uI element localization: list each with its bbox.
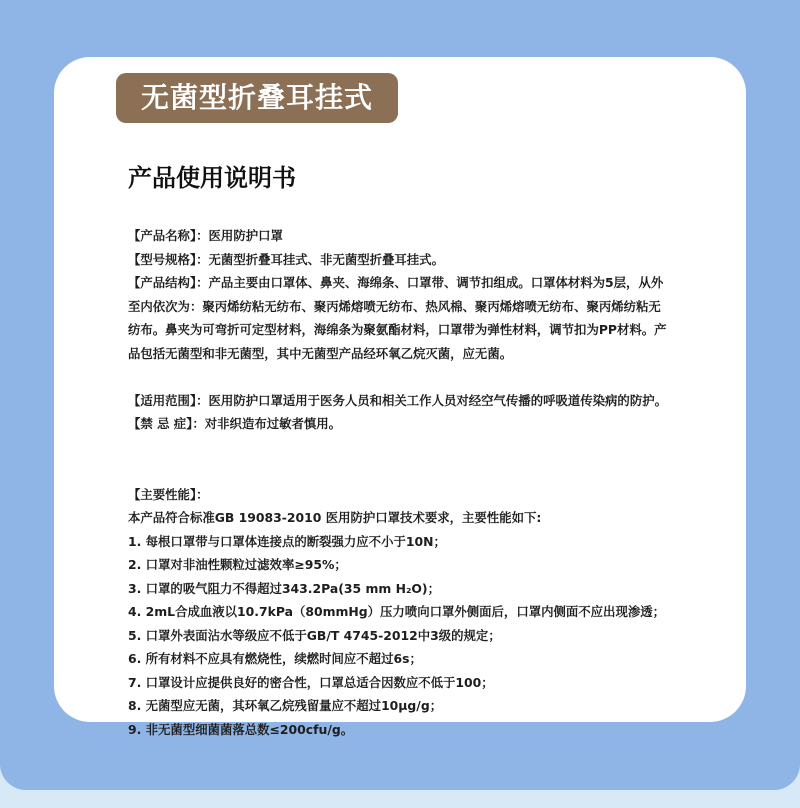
structure-line-1 xyxy=(128,271,713,295)
structure-label: 【产品结构】： xyxy=(128,275,209,290)
instruction-body xyxy=(128,224,713,741)
performance-item: 8. 无菌型应无菌，其环氧乙烷残留量应不超过10μg/g； xyxy=(128,698,443,713)
contraindication-value: 对非织造布过敏者慎用。 xyxy=(204,416,342,431)
spacer xyxy=(128,459,713,483)
product-name-line xyxy=(128,224,713,248)
performance-item: 6. 所有材料不应具有燃烧性，续燃时间应不超过6s； xyxy=(128,651,422,666)
performance-label: 【主要性能】： xyxy=(128,486,209,502)
product-name-label: 【产品名称】： xyxy=(128,228,209,243)
spacer xyxy=(128,436,713,460)
performance-item: 1. 每根口罩带与口罩体连接点的断裂强力应不小于10N； xyxy=(128,533,446,549)
structure-line-3: 纺布。鼻夹为可弯折可定型材料，海绵条为聚氨酯材料，口罩带为弹性材料，调节扣为PP材料。产 xyxy=(128,322,667,337)
scope-value: 医用防护口罩适用于医务人员和相关工作人员对经空气传播的呼吸道传染病的防护。 xyxy=(208,392,667,408)
product-type-tag: 无菌型折叠耳挂式 xyxy=(116,73,398,123)
scope-label: 【适用范围】： xyxy=(128,392,209,408)
performance-item: 2. 口罩对非油性颗粒过滤效率≥95%； xyxy=(128,557,347,572)
performance-item: 7. 口罩设计应提供良好的密合性，口罩总适合因数应不低于100； xyxy=(128,674,494,690)
model-line xyxy=(128,248,713,272)
performance-item: 4. 2mL合成血液以10.7kPa（80mmHg）压力喷向口罩外侧面后，口罩内侧面不应出现渗透； xyxy=(128,604,666,619)
performance-item: 5. 口罩外表面沾水等级应不低于GB/T 4745-2012中3级的规定； xyxy=(128,627,501,643)
contraindication-label: 【禁 忌 症】： xyxy=(128,416,205,431)
structure-line-2: 至内依次为：聚丙烯纺粘无纺布、聚丙烯熔喷无纺布、热风棉、聚丙烯熔喷无纺布、聚丙烯纺粘无 xyxy=(128,298,661,314)
model-value: 无菌型折叠耳挂式、非无菌型折叠耳挂式。 xyxy=(208,251,444,267)
product-name-value: 医用防护口罩 xyxy=(208,228,283,243)
model-label: 【型号规格】： xyxy=(128,251,209,267)
spacer xyxy=(128,365,713,389)
document-title: 产品使用说明书 xyxy=(128,164,296,192)
performance-item: 3. 口罩的吸气阻力不得超过343.2Pa(35 mm H₂O)； xyxy=(128,580,440,596)
structure-line-4: 品包括无菌型和非无菌型，其中无菌型产品经环氧乙烷灭菌，应无菌。 xyxy=(128,345,513,361)
contraindication-line xyxy=(128,412,713,436)
scope-line xyxy=(128,389,713,413)
performance-item: 9. 非无菌型细菌菌落总数≤200cfu/g。 xyxy=(128,721,354,737)
performance-intro: 本产品符合标准GB 19083-2010 医用防护口罩技术要求，主要性能如下: xyxy=(128,510,542,525)
structure-text-1: 产品主要由口罩体、鼻夹、海绵条、口罩带、调节扣组成。口罩体材料为5层，从外 xyxy=(208,275,664,290)
